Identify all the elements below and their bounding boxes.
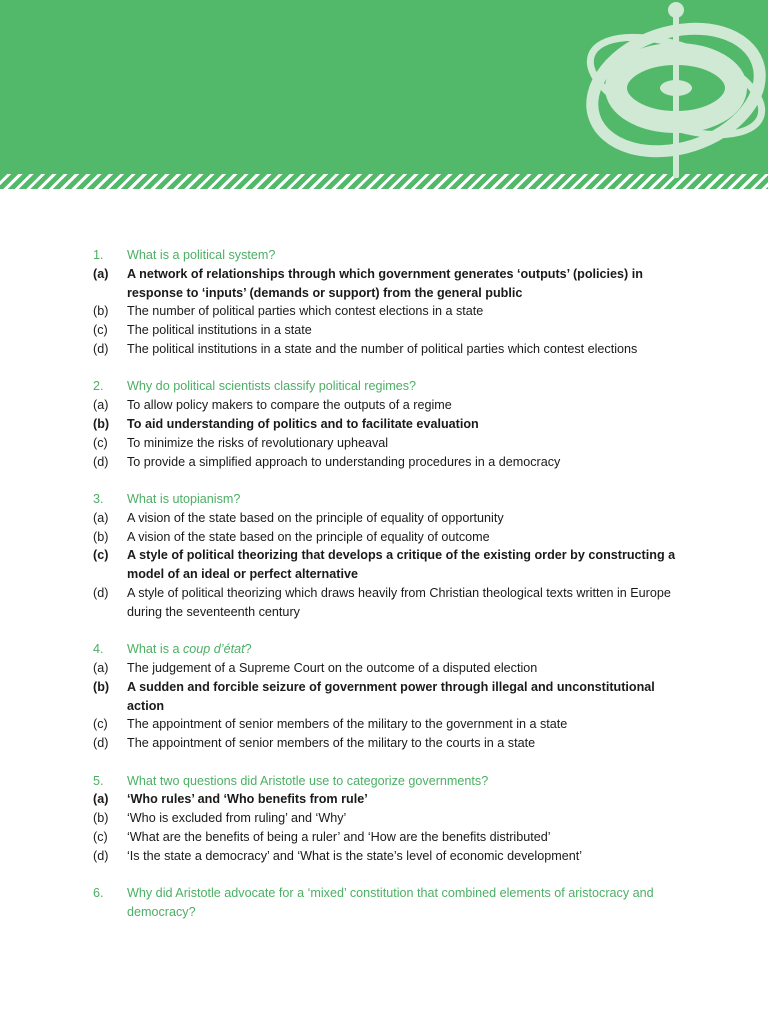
option-row [93, 734, 693, 753]
question-3 [93, 490, 693, 622]
option-row [93, 415, 693, 434]
question-text: What is a political system? [127, 248, 276, 262]
option-text: A style of political theorizing which draws heavily from Christian theological texts written in Europe during the seventeenth century [127, 585, 671, 619]
option-letter: (a) [93, 792, 109, 807]
question-text: Why do political scientists classify political regimes? [127, 379, 417, 394]
option-row [93, 809, 693, 828]
option-text: A network of relationships through which government generates ‘outputs’ (policies) in response to ‘inputs’ (demands or support) from the general public [127, 266, 643, 300]
option-text: A vision of the state based on the principle of equality of outcome [127, 529, 490, 544]
question-number: 2. [93, 379, 104, 394]
option-letter: (d) [93, 848, 109, 863]
option-letter: (b) [93, 304, 109, 319]
option-letter: (d) [93, 454, 109, 469]
option-row [93, 546, 693, 584]
option-row [93, 715, 693, 734]
option-letter: (c) [93, 548, 109, 563]
question-number: 6. [93, 886, 104, 901]
option-row [93, 434, 693, 453]
option-row [93, 678, 693, 716]
option-text: The political institutions in a state [127, 323, 312, 338]
option-row [93, 509, 693, 528]
question-2 [93, 377, 693, 471]
option-letter: (d) [93, 585, 109, 600]
question-number: 5. [93, 773, 104, 788]
option-text: A vision of the state based on the principle of equality of opportunity [127, 510, 504, 525]
option-row [93, 340, 693, 359]
option-text: To minimize the risks of revolutionary upheaval [127, 435, 389, 450]
option-text: ‘Who is excluded from ruling’ and ‘Why’ [127, 811, 347, 826]
option-letter: (c) [93, 435, 108, 450]
question-number: 4. [93, 642, 104, 657]
option-row [93, 828, 693, 847]
question-5 [93, 772, 693, 866]
question-4 [93, 640, 693, 753]
option-letter: (d) [93, 341, 109, 356]
gyroscope-icon [580, 0, 768, 178]
option-text: To allow policy makers to compare the outputs of a regime [127, 398, 452, 413]
option-row [93, 453, 693, 472]
question-text [127, 640, 693, 659]
option-letter: (c) [93, 829, 108, 844]
option-letter: (a) [93, 266, 109, 281]
question-1 [93, 246, 693, 359]
option-row [93, 302, 693, 321]
quiz-content [93, 246, 693, 940]
option-text: To provide a simplified approach to understanding procedures in a democracy [127, 454, 561, 469]
option-letter: (b) [93, 529, 109, 544]
option-letter: (d) [93, 736, 109, 751]
question-text: What two questions did Aristotle use to categorize governments? [127, 773, 489, 788]
option-letter: (b) [93, 679, 110, 694]
option-text: ‘Is the state a democracy’ and ‘What is the state’s level of economic development’ [127, 848, 583, 863]
question-text: Why did Aristotle advocate for a ‘mixed’ constitution that combined elements of aristocracy and democracy? [127, 886, 654, 919]
option-text: The appointment of senior members of the military to the courts in a state [127, 736, 536, 751]
option-row [93, 528, 693, 547]
question-number: 1. [93, 248, 104, 262]
option-text: The number of political parties which contest elections in a state [127, 304, 484, 319]
option-row [93, 659, 693, 678]
question-text-prefix: What is a [127, 642, 183, 657]
option-letter: (c) [93, 323, 108, 338]
option-text: ‘Who rules’ and ‘Who benefits from rule’ [127, 792, 368, 807]
option-letter: (a) [93, 660, 109, 675]
option-row [93, 396, 693, 415]
question-number: 3. [93, 491, 104, 506]
question-text-suffix: ? [244, 642, 252, 657]
option-letter: (a) [93, 398, 109, 413]
option-letter: (b) [93, 811, 109, 826]
option-row [93, 265, 693, 303]
question-6 [93, 884, 693, 922]
option-text: A sudden and forcible seizure of government power through illegal and unconstitutional action [127, 679, 655, 713]
option-text: The political institutions in a state and the number of political parties which contest elections [127, 341, 638, 356]
question-text-italic: coup d’état [183, 642, 245, 657]
option-text: The judgement of a Supreme Court on the outcome of a disputed election [127, 660, 538, 675]
option-letter: (c) [93, 717, 108, 732]
option-row [93, 321, 693, 340]
option-row [93, 847, 693, 866]
option-row [93, 790, 693, 809]
option-text: ‘What are the benefits of being a ruler’ and ‘How are the benefits distributed’ [127, 829, 551, 844]
option-text: To aid understanding of politics and to facilitate evaluation [127, 416, 479, 431]
option-letter: (b) [93, 416, 110, 431]
option-text: A style of political theorizing that develops a critique of the existing order by constructing a model of an ideal or perfect alternative [127, 548, 676, 582]
option-letter: (a) [93, 510, 109, 525]
option-row [93, 584, 693, 622]
option-text: The appointment of senior members of the military to the government in a state [127, 717, 568, 732]
question-text: What is utopianism? [127, 491, 241, 506]
